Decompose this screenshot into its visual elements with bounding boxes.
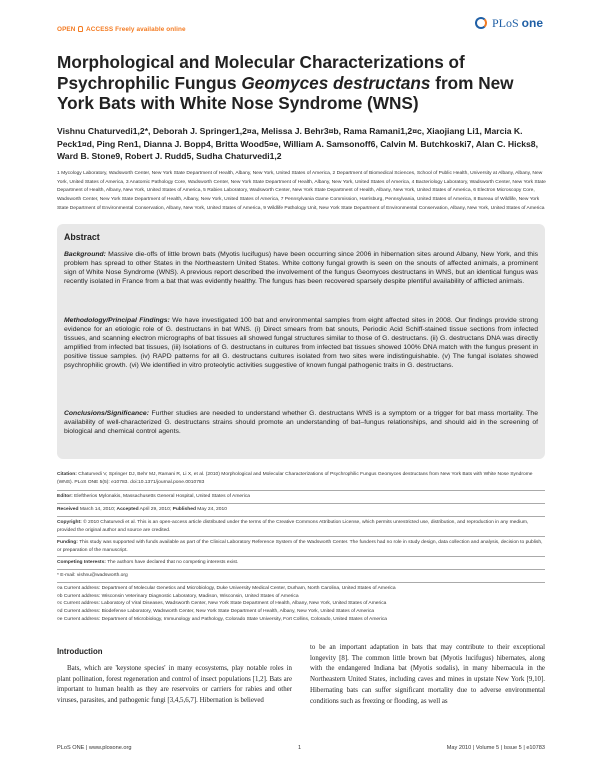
body-right-column: to be an important adaptation in bats that may contribute to their exceptional longevity [8]. The common little brown bat (Myotis lucifugus) hibernates, along with the endangered Indiana bat (Myotis sodalis), in many hibernacula in the Northeastern United States, including caves and mines in upstate New York [9,10]. Hibernating bats can suffer significant mortality due to adverse environmental conditions such as freezing or flooding, as well as <box>310 644 545 705</box>
footer-journal[interactable]: PLoS ONE | www.plosone.org <box>57 745 132 751</box>
conclusions-text: Further studies are needed to understand whether G. destructans WNS is a symptom or a trigger for bat mass mortality. The availability of well-characterized G. destructans strains should promote an understanding of bat–fungus relationships, and should aid in the screening of biological and chemical control agents. <box>64 410 538 436</box>
meta-divider <box>57 536 545 537</box>
journal-logo <box>475 16 543 31</box>
competing-label: Competing Interests: <box>57 560 106 565</box>
affiliations: 1 Mycology Laboratory, Wadsworth Center, New York State Department of Health, Albany, New York, United States of America, 2 Department of Biomedical Sciences, School of Public Health, University at Albany, Albany, New York, United States of America, 3 Anatomic Pathology Core, Wadsworth Center, New York State Department of Health, Albany, New York, United States of America, 4 Bacteriology Laboratory, Wadsworth Center, New York State Department of Health, Albany, New York, United States of America, 5 Rabies Laboratory, Wadsworth Center, New York State Department of Health, Albany, New York, United States of America, 6 Electron Microscopy Core, Wadsworth Center, New York State Department of Health, Albany, New York, United States of America, 7 Pennsylvania Game Commission, Harrisburg, Pennsylvania, United States of America, 8 Bureau of Wildlife, New York State Department of Environmental Conservation, Albany, New York, United States of America, 9 Wildlife Pathology Unit, New York State Department of Environmental Conservation, Albany, New York, United States of America <box>57 171 546 211</box>
current-address-a: ¤a Current address: Department of Molecular Genetics and Microbiology, Duke University Medical Center, Durham, North Carolina, United States of America <box>57 586 396 591</box>
citation <box>57 471 545 486</box>
editor-text: Eleftherios Mylonakis, Massachusetts General Hospital, United States of America <box>72 494 250 499</box>
funding-label: Funding: <box>57 540 78 545</box>
meta-divider <box>57 569 545 570</box>
title-species: Geomyces destructans <box>241 72 431 93</box>
current-address-c: ¤c Current address: Laboratory of Viral Diseases, Wadsworth Center, New York State Department of Health, Albany, New York, United States of America <box>57 601 387 607</box>
plos-swirl-icon <box>475 17 487 29</box>
conclusions-label: Conclusions/Significance: <box>64 410 149 417</box>
meta-divider <box>57 503 545 504</box>
background-text: Massive die-offs of little brown bats (Myotis lucifugus) have been occurring since 2006 in hibernation sites around Albany, New York, and this problem has spread to other States in the Northeastern United States. White cottony fungal growth is seen on the snouts of affected animals, a prominent sign of White Nose Syndrome (WNS). A previous report described the involvement of the fungus Geomyces destructans in WNS, but an identical fungus was recently isolated in France from a bat that was evidently healthy. The fungus has been recovered sparsely despite plentiful availability of afflicted animals. <box>64 251 538 286</box>
copyright-label: Copyright: <box>57 520 82 525</box>
funding <box>57 539 545 554</box>
article-title <box>57 52 547 114</box>
meta-divider <box>57 490 545 491</box>
abstract-heading: Abstract <box>64 232 100 242</box>
competing-interests <box>57 559 545 567</box>
citation-label: Citation: <box>57 472 77 477</box>
open-access-banner <box>57 26 186 33</box>
competing-text: The authors have declared that no competing interests exist. <box>105 560 239 565</box>
author-email[interactable] <box>57 572 545 580</box>
dates <box>57 506 545 514</box>
current-addresses <box>57 585 545 624</box>
received-date: March 14, 2010; <box>78 507 117 512</box>
open-label: OPEN <box>57 26 76 33</box>
current-address-e: ¤e Current address: Department of Microbiology, Immunology and Pathology, Colorado State University, Fort Collins, Colorado, United States of America <box>57 616 387 622</box>
meta-divider <box>57 582 545 583</box>
editor-label: Editor: <box>57 494 73 499</box>
methods-label: Methodology/Principal Findings: <box>64 317 170 324</box>
copyright-text: © 2010 Chaturvedi et al. This is an open-access article distributed under the terms of the Creative Commons Attribution License, which permits unrestricted use, distribution, and reproduction in any medium, provided the original author and source are credited. <box>57 520 529 533</box>
copyright <box>57 519 545 534</box>
email-text: * E-mail: vishnu@wadsworth.org <box>57 573 128 578</box>
body-left-column: Bats, which are 'keystone species' in many ecosystems, play notable roles in plant pollination, forest regeneration and control of insect populations [1,2]. Bats are important to human health as they are reservoirs or carriers for rabies and other viruses, parasites, and pathogenic fungi [3,4,5,6,7]. Hibernation is believed <box>57 665 292 705</box>
abstract-background <box>64 250 538 286</box>
meta-divider <box>57 516 545 517</box>
published-label: Published <box>172 507 196 512</box>
title-part2: from New York Bats with White Nose Syndrome (WNS) <box>57 72 514 114</box>
footer-page-number: 1 <box>298 745 302 751</box>
journal-name: PLoS <box>491 16 519 30</box>
abstract-methods <box>64 316 538 371</box>
received-label: Received <box>57 507 79 512</box>
meta-divider <box>57 556 545 557</box>
accepted-date: April 29, 2010; <box>138 507 173 512</box>
footer-issue: May 2010 | Volume 5 | Issue 5 | e10783 <box>446 745 545 751</box>
background-label: Background: <box>64 251 106 258</box>
editor <box>57 493 545 501</box>
open-access-lock-icon <box>78 26 83 32</box>
current-address-b: ¤b Current address: Wisconsin Veterinary Diagnostic Laboratory, Madison, Wisconsin, United States of America <box>57 593 299 599</box>
current-address-d: ¤d Current address: Biodefense Laboratory, Wadsworth Center, New York State Department of Health, Albany, New York, United States of America <box>57 609 375 615</box>
citation-text: Chaturvedi V, Springer DJ, Behr MJ, Ramani R, Li X, et al. (2010) Morphological and Molecular Characterizations of Psychrophilic Fungus Geomyces destructans from New York Bats with White Nose Syndrome (WNS). PLoS ONE 5(5): e10783. doi:10.1371/journal.pone.0010783 <box>57 472 533 485</box>
journal-name-one: one <box>521 16 543 30</box>
published-date: May 24, 2010 <box>195 507 227 512</box>
methods-text: We have investigated 100 bat and environmental samples from eight affected sites in 2008. Our findings provide strong evidence for an etiologic role of G. destructans in bat WNS. (i) Direct smears from bat snouts, Periodic Acid Schiff-stained tissue sections from infected tissues, and scanning electron micrographs of bat tissues all showed fungal structures similar to those of G. destructans. (ii) G. destructans DNA was directly amplified from infected bat tissues, (iii) Isolations of G. destructans in cultures from infected bat tissues showed 100% DNA match with the fungus present in positive tissue samples. (iv) RAPD patterns for all G. destructans cultures isolated from two sites were indistinguishable. (v) The fungal isolates showed psychrophilic growth. (vi) We identified in vitro proteolytic activities suggestive of known fungal pathogenic traits in G. destructans. <box>64 317 538 370</box>
access-label: ACCESS Freely available online <box>86 26 186 33</box>
accepted-label: Accepted <box>116 507 139 512</box>
funding-text: This study was supported with funds available as part of the Clinical Laboratory Reference System of the Wadsworth Center. The funders had no role in study design, data collection and analysis, decision to publish, or preparation of the manuscript. <box>57 540 543 553</box>
title-part1: Morphological and Molecular Characterizations of Psychrophilic Fungus <box>57 52 465 93</box>
introduction-heading: Introduction <box>57 647 103 656</box>
abstract-conclusions <box>64 409 538 436</box>
author-list: Vishnu Chaturvedi1,2*, Deborah J. Springer1,2¤a, Melissa J. Behr3¤b, Rama Ramani1,2¤c, Xiaojiang Li1, Marcia K. Peck1¤d, Ping Ren1, Dianna J. Bopp4, Britta Wood5¤e, William A. Samsonoff6, Calvin M. Butchkoski7, Alan C. Hicks8, Ward B. Stone9, Robert J. Rudd5, Sudha Chaturvedi1,2 <box>57 126 538 162</box>
